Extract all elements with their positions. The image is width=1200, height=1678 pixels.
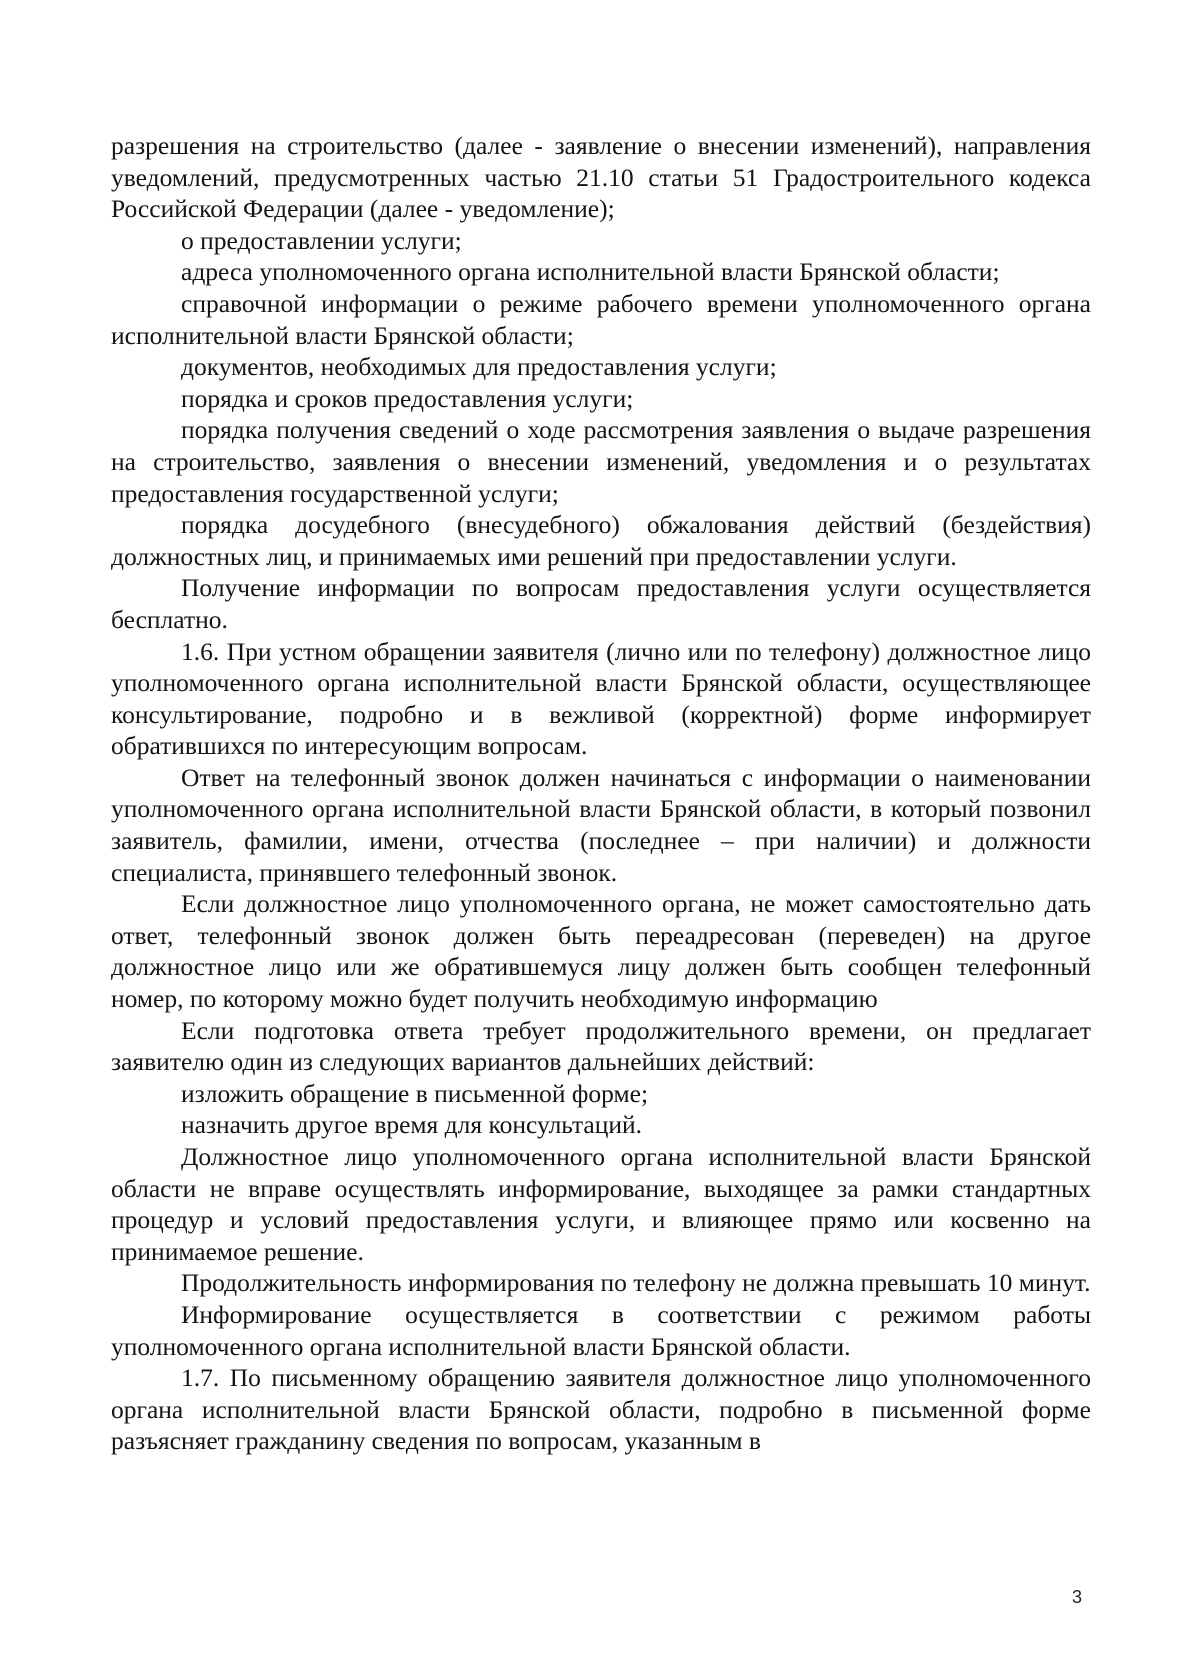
paragraph-2: о предоставлении услуги;: [181, 225, 462, 255]
paragraph-15: назначить другое время для консультаций.: [181, 1110, 643, 1140]
page-number: 3: [1072, 1587, 1083, 1607]
paragraph-5: документов, необходимых для предоставления услуги;: [181, 352, 777, 382]
paragraph-9: Получение информации по вопросам предоставления услуги осуществляется бесплатно.: [111, 573, 1091, 634]
paragraph-6: порядка и сроков предоставления услуги;: [181, 383, 634, 413]
document-body: [111, 130, 1091, 1457]
paragraph-12: Если должностное лицо уполномоченного органа, не может самостоятельно дать ответ, телефонный звонок должен быть переадресован (переведен) на другое должностное лицо или же обратившемуся лицу должен быть сообщен телефонный номер, по которому можно будет получить необходимую информацию: [111, 889, 1091, 1014]
paragraph-1: разрешения на строительство (далее - заявление о внесении изменений), направления уведомлений, предусмотренных частью 21.10 статьи 51 Градостроительного кодекса Российской Федерации (далее - уведомление);: [111, 131, 1091, 224]
paragraph-19: 1.7. По письменному обращению заявителя должностное лицо уполномоченного органа исполнительной власти Брянской области, подробно в письменной форме разъясняет гражданину сведения по вопросам, указанным в: [111, 1363, 1091, 1456]
paragraph-11: Ответ на телефонный звонок должен начинаться с информации о наименовании уполномоченного органа исполнительной власти Брянской области, в который позвонил заявитель, фамилии, имени, отчества (последнее – при наличии) и должности специалиста, принявшего телефонный звонок.: [111, 762, 1091, 887]
paragraph-16: Должностное лицо уполномоченного органа исполнительной власти Брянской области не вправе осуществлять информирование, выходящее за рамки стандартных процедур и условий предоставления услуги, и влияющее прямо или косвенно на принимаемое решение.: [111, 1142, 1091, 1266]
paragraph-10: 1.6. При устном обращении заявителя (лично или по телефону) должностное лицо уполномоченного органа исполнительной власти Брянской области, осуществляющее консультирование, подробно и в вежливой (корректной) форме информирует обратившихся по интересующим вопросам.: [111, 636, 1091, 761]
paragraph-14: изложить обращение в письменной форме;: [181, 1078, 649, 1108]
paragraph-18: Информирование осуществляется в соответствии с режимом работы уполномоченного органа исполнительной власти Брянской области.: [111, 1299, 1091, 1361]
paragraph-13: Если подготовка ответа требует продолжительного времени, он предлагает заявителю один из следующих вариантов дальнейших действий:: [111, 1015, 1091, 1077]
paragraph-4: справочной информации о режиме рабочего времени уполномоченного органа исполнительной власти Брянской области;: [111, 288, 1091, 350]
paragraph-7: порядка получения сведений о ходе рассмотрения заявления о выдаче разрешения на строительство, заявления о внесении изменений, уведомления и о результатах предоставления государственной услуги;: [111, 415, 1091, 508]
paragraph-8: порядка досудебного (внесудебного) обжалования действий (бездействия) должностных лиц, и принимаемых ими решений при предоставлении услуги.: [111, 510, 1091, 571]
paragraph-17: Продолжительность информирования по телефону не должна превышать 10 минут.: [181, 1268, 1091, 1298]
paragraph-3: адреса уполномоченного органа исполнительной власти Брянской области;: [181, 257, 1000, 287]
